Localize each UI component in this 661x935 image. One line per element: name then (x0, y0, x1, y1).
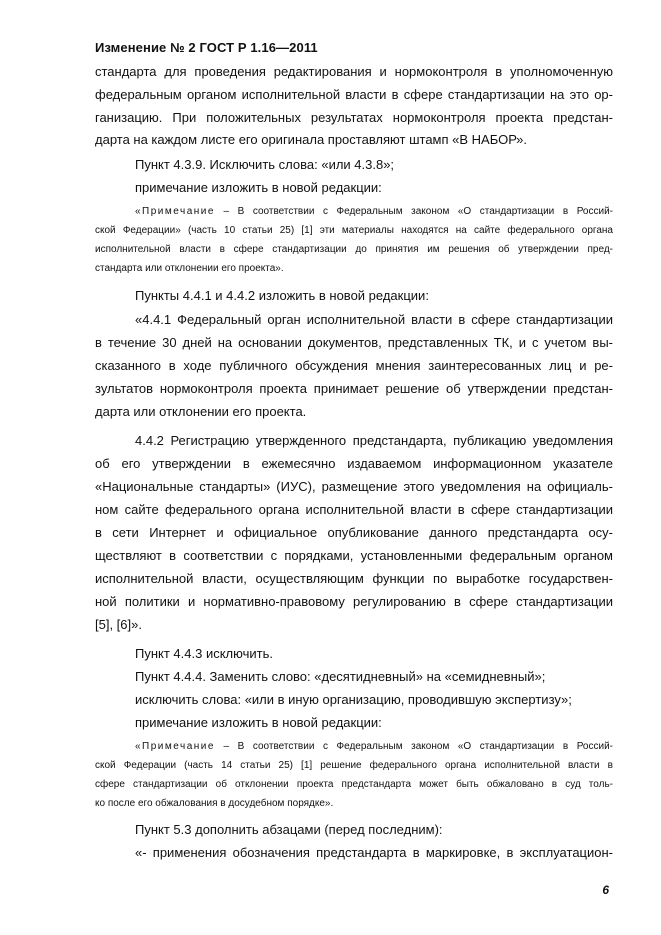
paragraph-line: «- применения обозначения предстандарта в маркировке, в эксплуатацион- (135, 845, 613, 860)
document-header: Изменение № 2 ГОСТ Р 1.16—2011 (95, 40, 318, 55)
paragraph-line: об его утверждении в ежемесячно издаваемом информационном указателе (95, 456, 613, 471)
note-line: стандарта или отклонении его проекта». (95, 263, 284, 274)
paragraph-line: ной политики и нормативно-правовому регулированию в сфере стандартизации (95, 594, 613, 609)
paragraph-line: ганизацию. При положительных результатах нормоконтроля проекта предстан- (95, 110, 613, 125)
paragraph-line: федеральным органом исполнительной власти в сфере стандартизации на это ор- (95, 87, 613, 102)
paragraph-line: ществляют в соответствии с порядками, установленными федеральным органом (95, 548, 613, 563)
note-line: ко после его обжалования в досудебном порядке». (95, 798, 334, 809)
instruction-line: Пункт 5.3 дополнить абзацами (перед последним): (135, 822, 443, 837)
paragraph-line: [5], [6]». (95, 617, 142, 632)
note-label: «Примечание (135, 206, 215, 217)
instruction-line: Пункт 4.4.3 исключить. (135, 646, 273, 661)
paragraph-line: в сети Интернет и официальное опубликование данного предстандарта осу- (95, 525, 613, 540)
instruction-line: Пункт 4.4.4. Заменить слово: «десятидневный» на «семидневный»; (135, 669, 546, 684)
paragraph-line: «Национальные стандарты» (ИУС), размещение этого уведомления на официаль- (95, 479, 613, 494)
page-number: 6 (602, 883, 609, 897)
note-line: ской Федерации» (часть 10 статьи 25) [1] эти материалы находятся на сайте федерального органа (95, 225, 613, 236)
paragraph-line: 4.4.2 Регистрацию утвержденного предстандарта, публикацию уведомления (135, 433, 613, 448)
paragraph-line: исполнительной власти, осуществляющим функции по выработке государствен- (95, 571, 613, 586)
note-line: ской Федерации (часть 14 статьи 25) [1] решение федерального органа исполнительной власти в (95, 760, 613, 771)
paragraph-line: зультатов нормоконтроля проекта принимает решение об утверждении предстан- (95, 381, 613, 396)
paragraph-line: дарта на каждом листе его оригинала проставляют штамп «В НАБОР». (95, 132, 527, 147)
paragraph-line: дарта или отклонении его проекта. (95, 404, 307, 419)
instruction-line: исключить слова: «или в иную организацию, проводившую экспертизу»; (135, 692, 572, 707)
note-label: «Примечание (135, 741, 215, 752)
paragraph-line: «4.4.1 Федеральный орган исполнительной власти в сфере стандартизации (135, 312, 613, 327)
instruction-line: примечание изложить в новой редакции: (135, 180, 382, 195)
paragraph-line: стандарта для проведения редактирования и нормоконтроля в уполномоченную (95, 64, 613, 79)
note-line: сфере стандартизации об отклонении проекта предстандарта может быть обжаловано в суд толь- (95, 779, 613, 790)
instruction-line: Пункт 4.3.9. Исключить слова: «или 4.3.8»; (135, 157, 395, 172)
paragraph-line: сказанного в ходе публичного обсуждения мнения заинтересованных лиц и ре- (95, 358, 613, 373)
note-line: «Примечание – В соответствии с Федеральным законом «О стандартизации в Россий- (135, 206, 613, 217)
paragraph-line: ном сайте федерального органа исполнительной власти в сфере стандартизации (95, 502, 613, 517)
paragraph-line: в течение 30 дней на основании документов, представленных ТК, и с учетом вы- (95, 335, 613, 350)
note-line: исполнительной власти в сфере стандартизации до принятия им решения об утверждении пред- (95, 244, 613, 255)
instruction-line: примечание изложить в новой редакции: (135, 715, 382, 730)
instruction-line: Пункты 4.4.1 и 4.4.2 изложить в новой редакции: (135, 288, 429, 303)
note-line: «Примечание – В соответствии с Федеральным законом «О стандартизации в Россий- (135, 741, 613, 752)
